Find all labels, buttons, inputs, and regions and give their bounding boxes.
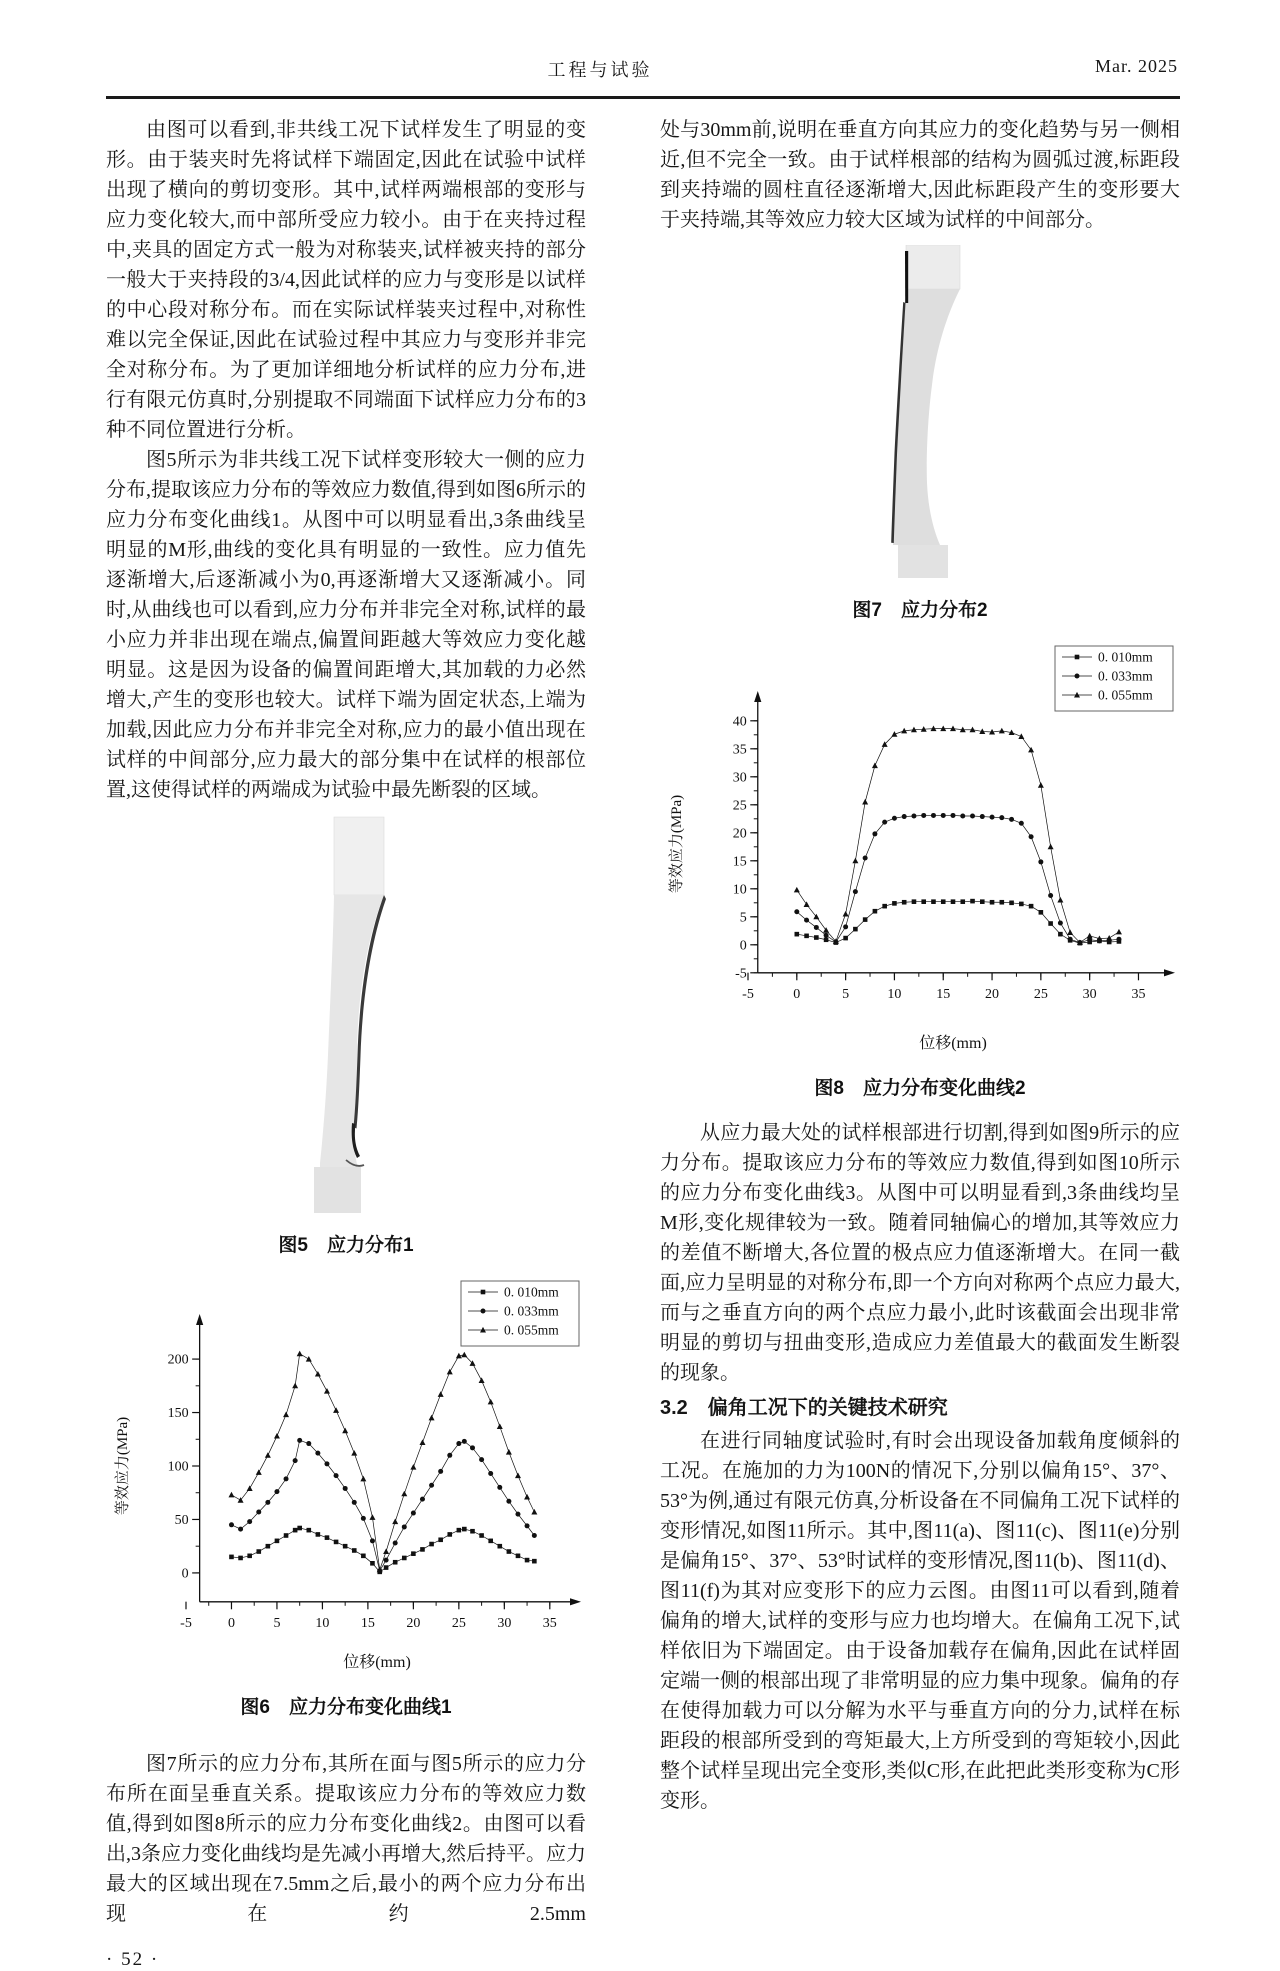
figure8 [660,644,1180,1100]
svg-text:30: 30 [497,1615,512,1631]
body-paragraph: 在进行同轴度试验时,有时会出现设备加载角度倾斜的工况。在施加的力为100N的情况下,分别以偏角15°、37°、53°为例,通过有限元仿真,分析设备在不同偏角工况下试样的变形情况,如图11所示。其中,图11(a)、图11(c)、图11(e)分别是偏角15°、37°、53°时试样的变形情况,图11(b)、图11(d)、图11(f)为其对应变形下的应力云图。由图11可以看到,随着偏角的增大,试样的变形与应力也均增大。在偏角工况下,试样依旧为下端固定。由于设备加载存在偏角,因此在试样固定端一侧的根部出现了非常明显的应力集中现象。偏角的存在使得加载力可以分解为水平与垂直方向的分力,试样在标距段的根部所受到的弯矩最大,上方所受到的弯矩较小,因此整个试样呈现出完全变形,类似C形,在此把此类形变称为C形变形。 [660,1430,1180,1812]
issue-date: Mar. 2025 [1095,56,1178,76]
figure5 [106,815,586,1257]
figure8-caption: 图8 应力分布变化曲线2 [814,1078,1026,1099]
svg-text:30: 30 [732,770,747,786]
svg-text:-5: -5 [742,986,754,1002]
body-paragraph: 图7所示的应力分布,其所在面与图5所示的应力分布所在面呈垂直关系。提取该应力分布的等效应力数值,得到如图8所示的应力分布变化曲线2。由图可以看出,3条应力变化曲线均是先减小再增大,然后持平。应力最大的区域出现在7.5mm之后,最小的两个应力分布出现在约2.5mm [106,1753,586,1925]
svg-text:0. 010mm: 0. 010mm [1098,649,1153,665]
section-heading-3-2: 3.2 偏角工况下的关键技术研究 [660,1397,948,1419]
right-column [660,115,1180,1971]
body-paragraph: 图5所示为非共线工况下试样变形较大一侧的应力分布,提取该应力分布的等效应力数值,得到如图6所示的应力分布变化曲线1。从图中可以明显看出,3条曲线呈明显的M形,曲线的变化具有明显的一致性。应力值先逐渐增大,后逐渐减小为0,再逐渐增大又逐渐减小。同时,从曲线也可以看到,应力分布并非完全对称,试样的最小应力并非出现在端点,偏置间距越大等效应力变化越明显。这是因为设备的偏置间距增大,其加载的力必然增大,产生的变形也较大。试样下端为固定状态,上端为加载,因此应力分布并非完全对称,应力的最小值出现在试样的中间部分,应力最大的部分集中在试样的根部位置,这使得试样的两端成为试验中最先断裂的区域。 [106,449,586,801]
svg-text:0: 0 [227,1615,235,1631]
body-paragraph: 处与30mm前,说明在垂直方向其应力的变化趋势与另一侧相近,但不完全一致。由于试样根部的结构为圆弧过渡,标距段到夹持端的圆柱直径逐渐增大,因此标距段产生的变形要大于夹持端,其等效应力较大区域为试样的中间部分。 [660,119,1180,231]
svg-text:150: 150 [167,1406,189,1422]
header-rule [106,96,1180,99]
left-column [106,115,586,1971]
svg-text:35: 35 [1131,986,1146,1002]
svg-text:0: 0 [793,986,801,1002]
svg-text:10: 10 [887,986,902,1002]
figure6-chart-canvas [110,1279,582,1675]
two-column-body [106,115,1180,1971]
figure6-caption: 图6 应力分布变化曲线1 [240,1697,452,1718]
svg-text:-5: -5 [735,966,747,982]
svg-text:20: 20 [985,986,1000,1002]
svg-text:5: 5 [842,986,850,1002]
svg-text:25: 25 [732,798,747,814]
figure7 [660,245,1180,622]
figure7-caption: 图7 应力分布2 [852,600,988,621]
svg-text:-5: -5 [180,1615,192,1631]
svg-text:15: 15 [360,1615,375,1631]
svg-text:40: 40 [732,714,747,730]
svg-text:位移(mm): 位移(mm) [919,1035,987,1052]
svg-text:15: 15 [936,986,951,1002]
svg-text:20: 20 [732,826,747,842]
svg-text:位移(mm): 位移(mm) [343,1654,411,1671]
svg-text:35: 35 [732,742,747,758]
svg-text:10: 10 [315,1615,330,1631]
svg-text:10: 10 [732,882,747,898]
page-number: · 52 · [106,1949,160,1970]
figure8-chart-canvas [664,644,1176,1056]
svg-text:25: 25 [1033,986,1048,1002]
figure7-specimen-image [878,245,963,578]
svg-text:等效应力(MPa): 等效应力(MPa) [669,794,685,894]
svg-text:50: 50 [174,1512,189,1528]
svg-text:0. 033mm: 0. 033mm [1098,668,1153,684]
svg-text:5: 5 [273,1615,281,1631]
svg-text:0: 0 [739,938,747,954]
svg-text:25: 25 [451,1615,466,1631]
svg-text:0. 055mm: 0. 055mm [504,1322,559,1338]
svg-text:0. 010mm: 0. 010mm [504,1284,559,1300]
body-paragraph: 从应力最大处的试样根部进行切割,得到如图9所示的应力分布。提取该应力分布的等效应力数值,得到如图10所示的应力分布变化曲线3。从图中可以明显看到,3条曲线均呈M形,变化规律较为一致。随着同轴偏心的增加,其等效应力的差值不断增大,各位置的极点应力值逐渐增大。在同一截面,应力呈明显的对称分布,即一个方向对称两个点应力最大,而与之垂直方向的两个点应力最小,此时该截面会出现非常明显的剪切与扭曲变形,造成应力差值最大的截面发生断裂的现象。 [660,1122,1180,1384]
svg-text:0. 055mm: 0. 055mm [1098,687,1153,703]
svg-text:30: 30 [1082,986,1097,1002]
svg-text:20: 20 [406,1615,421,1631]
figure5-caption: 图5 应力分布1 [278,1235,414,1256]
figure6 [106,1279,586,1719]
svg-text:100: 100 [167,1459,189,1475]
body-paragraph: 由图可以看到,非共线工况下试样发生了明显的变形。由于装夹时先将试样下端固定,因此在试验中试样出现了横向的剪切变形。其中,试样两端根部的变形与应力变化较大,而中部所受应力较小。由于在夹持过程中,夹具的固定方式一般为对称装夹,试样被夹持的部分一般大于夹持段的3/4,因此试样的应力与变形是以试样的中心段对称分布。而在实际试样装夹过程中,对称性难以完全保证,因此在试验过程中其应力与变形并非完全对称分布。为了更加详细地分析试样的应力分布,进行有限元仿真时,分别提取不同端面下试样应力分布的3种不同位置进行分析。 [106,119,586,441]
svg-text:0: 0 [181,1566,189,1582]
svg-text:0. 033mm: 0. 033mm [504,1303,559,1319]
page-header [106,56,1180,86]
svg-text:等效应力(MPa): 等效应力(MPa) [115,1416,131,1516]
svg-text:15: 15 [732,854,747,870]
figure5-specimen-image [306,815,386,1213]
svg-text:35: 35 [542,1615,557,1631]
svg-text:200: 200 [167,1352,189,1368]
journal-title: 工程与试验 [547,60,653,80]
svg-text:5: 5 [739,910,747,926]
